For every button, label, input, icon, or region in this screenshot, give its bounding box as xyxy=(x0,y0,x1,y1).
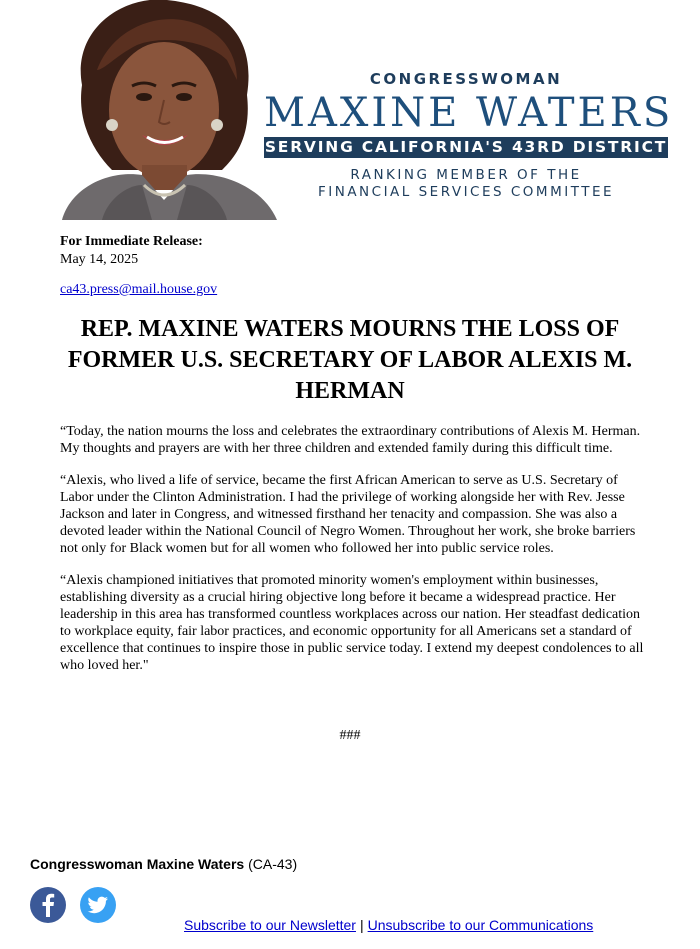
body-paragraph-1: “Today, the nation mourns the loss and celebrates the extraordinary contributions of Alexis M. Herman. My thoughts and prayers are with her three children and extended family during this difficult time. xyxy=(60,424,641,456)
title-name: MAXINE WATERS xyxy=(264,90,674,136)
title-block xyxy=(264,70,674,201)
subscribe-link[interactable]: Subscribe to our Newsletter xyxy=(184,917,356,933)
header-banner xyxy=(42,0,672,220)
twitter-icon[interactable] xyxy=(80,887,116,923)
title-congresswoman: CONGRESSWOMAN xyxy=(369,70,563,88)
end-mark: ### xyxy=(339,728,361,743)
press-email-link[interactable]: ca43.press@mail.house.gov xyxy=(60,282,218,297)
release-date: May 14, 2025 xyxy=(60,252,139,267)
body-paragraph-3: “Alexis championed initiatives that promoted minority women's employment within businesses, establishing diversity as a crucial hiring objective long before it became a widespread practice. Her leadership in this area has transformed countless workplaces across our nation. Her steadfast dedication to workplace equity, fair labor practices, and economic opportunity for all Americans set a standard of excellence that continues to inspire those in public service today. I extend my deepest condolences to all who loved her." xyxy=(60,573,644,673)
title-role-line2: FINANCIAL SERVICES COMMITTEE xyxy=(317,184,615,200)
unsubscribe-link[interactable]: Unsubscribe to our Communications xyxy=(367,917,594,933)
release-info xyxy=(60,233,203,269)
press-headline: REP. MAXINE WATERS MOURNS THE LOSS OF FORMER U.S. SECRETARY OF LABOR ALEXIS M. HERMAN xyxy=(67,316,633,404)
footer-district: (CA-43) xyxy=(248,856,298,872)
facebook-icon[interactable] xyxy=(30,887,66,923)
title-role xyxy=(264,167,668,201)
title-role-line1: RANKING MEMBER OF THE xyxy=(350,167,582,183)
press-body xyxy=(60,423,645,689)
footer-link-separator: | xyxy=(359,917,364,933)
release-label: For Immediate Release: xyxy=(60,234,203,249)
footer-links xyxy=(184,917,593,933)
body-paragraph-2: “Alexis, who lived a life of service, became the first African American to serve as U.S. Secretary of Labor under the Clinton Administration. I had the privilege of working alongside her with Rev. Jesse Jackson and later in Congress, and witnessed firsthand her tenacity and compassion. She was also a devoted leader within the National Council of Negro Women. Throughout her work, she broke barriers not only for Black women but for all women who followed her into public service roles. xyxy=(60,473,636,556)
portrait-photo xyxy=(42,0,282,220)
footer-name: Congresswoman Maxine Waters xyxy=(30,856,245,872)
title-district-bar: SERVING CALIFORNIA'S 43RD DISTRICT xyxy=(264,138,668,156)
footer-signature xyxy=(30,856,297,872)
